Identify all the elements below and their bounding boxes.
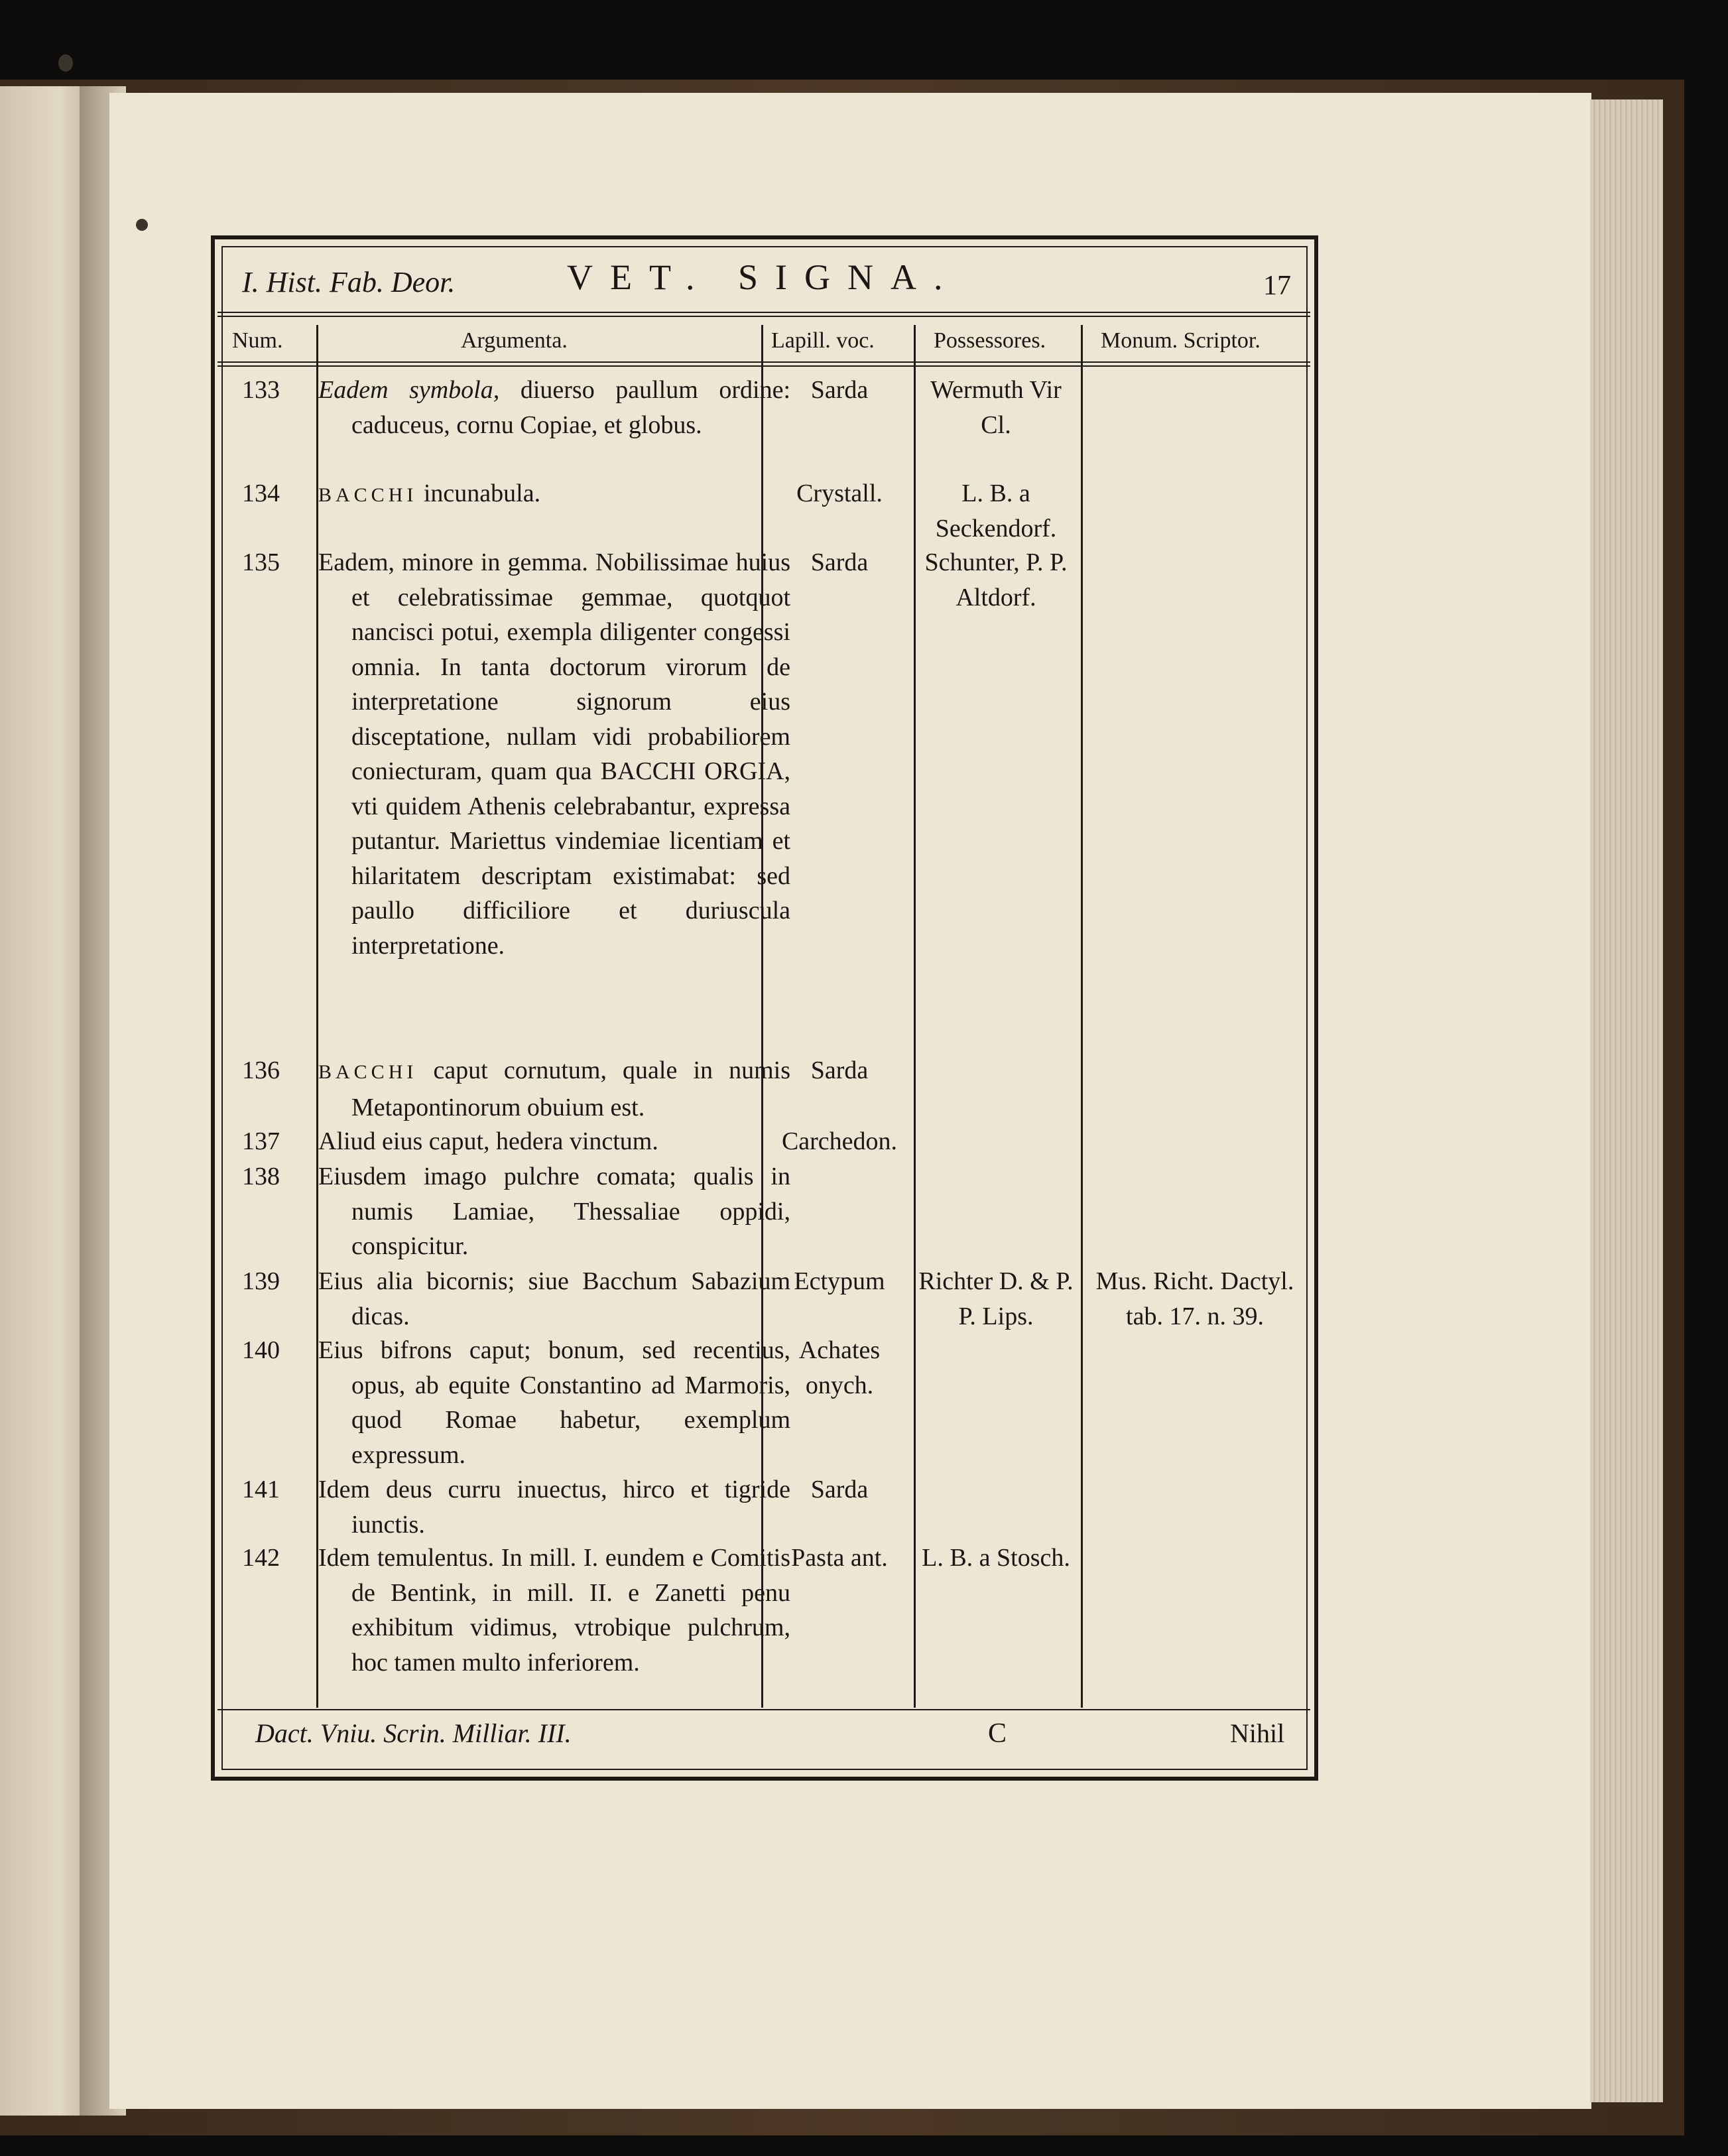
catchword: Nihil <box>1230 1718 1285 1748</box>
ink-spot <box>136 219 148 231</box>
entry-argument <box>318 1124 790 1159</box>
entry-argument <box>318 545 790 963</box>
entry-argument <box>318 476 790 513</box>
entry-argument <box>318 1159 790 1264</box>
ink-spot <box>58 54 73 72</box>
printer-signature: Dact. Vniu. Scrin. Milliar. III. <box>255 1718 572 1748</box>
column-heading-possessores: Possessores. <box>934 328 1046 353</box>
entry-stone: Sarda <box>810 548 869 576</box>
entry-lead: BACCHI <box>318 1061 418 1083</box>
entry-text: Eius alia bicornis; siue Bacchum Sabazium dicas. <box>318 1267 790 1330</box>
entry-argument <box>318 1541 790 1680</box>
entry-stone: Achates onych. <box>798 1336 881 1399</box>
entry-text: Idem temulentus. In mill. I. eundem e Comitis de Bentink, in mill. II. e Zanetti penu exhibitum vidimus, vtrobique pulchrum, hoc tamen multo inferiorem. <box>318 1544 790 1677</box>
column-heading-lapill: Lapill. voc. <box>771 328 875 353</box>
entry-stone: Sarda <box>810 1056 869 1084</box>
entry-owner: Schunter, P. P. Altdorf. <box>924 548 1068 611</box>
entry-stone: Pasta ant. <box>791 1544 888 1572</box>
column-heading-argumenta: Argumenta. <box>461 328 568 353</box>
entry-owner: Richter D. & P. P. Lips. <box>918 1267 1074 1330</box>
entry-owner: L. B. a Seckendorf. <box>935 479 1057 542</box>
entry-argument <box>318 373 790 442</box>
column-heading-monum: Monum. Scriptor. <box>1101 328 1261 353</box>
entry-argument <box>318 1264 790 1334</box>
entry-argument <box>318 1053 790 1125</box>
entry-text: Aliud eius caput, hedera vinctum. <box>318 1127 658 1155</box>
column-heading-num: Num. <box>232 328 283 353</box>
rule-under-column-headings <box>217 361 1310 363</box>
entry-stone: Sarda <box>810 376 869 404</box>
entry-lead: BACCHI <box>318 484 418 506</box>
rule-above-footer <box>217 1709 1310 1710</box>
page-number: 17 <box>1263 271 1291 301</box>
entry-argument <box>318 1333 790 1472</box>
entry-number: 139 <box>242 1267 280 1295</box>
entry-owner: L. B. a Stosch. <box>922 1544 1070 1572</box>
entry-number: 133 <box>242 376 280 404</box>
entry-text: Eadem, minore in gemma. Nobilissimae huius et celebratissimae gemmae, quotquot nancisci potui, exempla diligenter congessi omnia. In tanta doctorum virorum de interpretatione signorum eius disceptatione, nullam vidi probabiliorem coniecturam, quam qua BACCHI ORGIA, vti quidem Athenis celebrabantur, expressa putantur. Mariettus vindemiae licentiam et hilaritatem descriptam existimabat: sed paullo difficiliore et duriuscula interpretatione. <box>318 548 790 960</box>
entry-lead: Eadem symbola, <box>318 376 500 404</box>
page-edges <box>1590 99 1663 2102</box>
entry-stone: Crystall. <box>796 479 883 507</box>
running-head-left: I. Hist. Fab. Deor. <box>242 266 456 298</box>
entry-number: 137 <box>242 1127 280 1155</box>
entry-text: caput cornutum, quale in numis Metapontinorum obuium est. <box>351 1056 790 1121</box>
rule-under-running-head <box>217 316 1310 317</box>
entry-text: Idem deus curru inuectus, hirco et tigride iunctis. <box>318 1476 790 1539</box>
entry-owner: Wermuth Vir Cl. <box>930 376 1062 439</box>
rule-under-column-headings <box>217 365 1310 367</box>
sheet-letter: C <box>988 1718 1007 1749</box>
entry-number: 135 <box>242 548 280 576</box>
entry-number: 141 <box>242 1476 280 1503</box>
column-rule <box>1081 325 1083 1708</box>
entry-text: Eiusdem imago pulchre comata; qualis in numis Lamiae, Thessaliae oppidi, conspicitur. <box>318 1163 790 1260</box>
entry-number: 138 <box>242 1163 280 1190</box>
running-head-title: VET. SIGNA. <box>567 257 960 297</box>
entry-argument <box>318 1472 790 1542</box>
entry-number: 142 <box>242 1544 280 1572</box>
entry-stone: Carchedon. <box>781 1127 898 1155</box>
entry-text: diuerso paullum ordine: caduceus, cornu Copiae, et globus. <box>351 376 791 439</box>
entry-number: 134 <box>242 479 280 507</box>
entry-number: 140 <box>242 1336 280 1364</box>
entry-monument: Mus. Richt. Dactyl. tab. 17. n. 39. <box>1095 1267 1294 1330</box>
entry-text: Eius bifrons caput; bonum, sed recentius, opus, ab equite Constantino ad Marmoris, quod Romae habetur, exemplum expressum. <box>318 1336 790 1469</box>
rule-under-running-head <box>217 312 1310 313</box>
entry-text: incunabula. <box>423 479 541 507</box>
entry-number: 136 <box>242 1056 280 1084</box>
entry-stone: Sarda <box>810 1476 869 1503</box>
entry-stone: Ectypum <box>794 1267 885 1295</box>
